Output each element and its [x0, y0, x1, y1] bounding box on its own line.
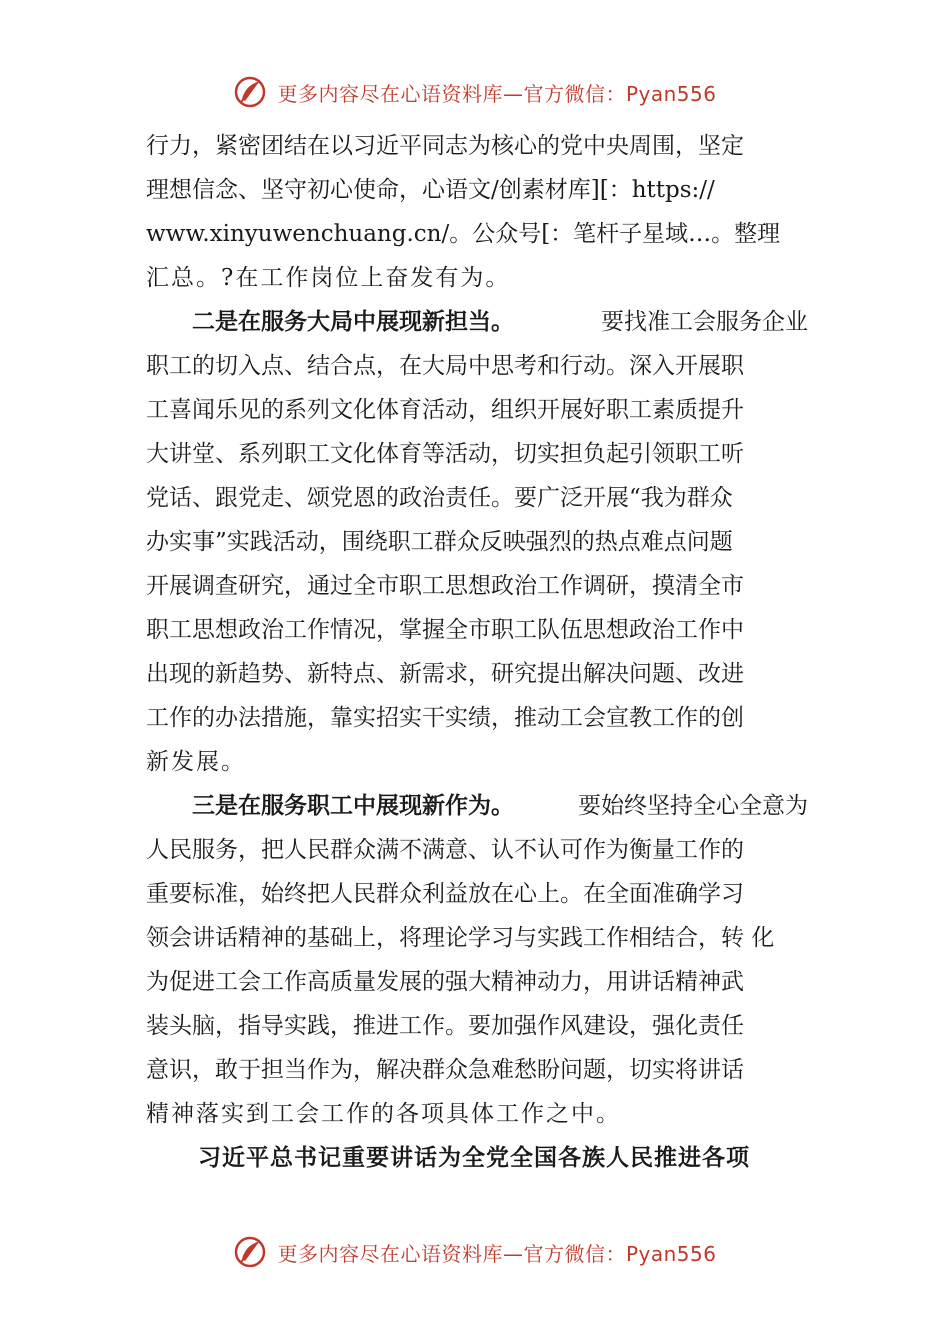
- paragraph-first-line: [146, 300, 808, 344]
- text-line: 办实事”实践活动，围绕职工群众反映强烈的热点难点问题: [146, 529, 733, 555]
- text-line: 开展调查研究，通过全市职工思想政治工作调研，摸清全市: [146, 573, 744, 599]
- text-line: 人民服务，把人民群众满不满意、认不认可作为衡量工作的: [146, 837, 744, 863]
- text-line: 汇总。?在工作岗位上奋发有为。: [146, 265, 511, 291]
- footer-banner: [0, 1230, 950, 1274]
- text-line: 行力，紧密团结在以习近平同志为核心的党中央周围，坚定: [146, 133, 744, 159]
- text-line: 为促进工会工作高质量发展的强大精神动力，用讲话精神武: [146, 969, 744, 995]
- paragraph-1: [146, 124, 808, 300]
- text-line: 领会讲话精神的基础上，将理论学习与实践工作相结合，转 化: [146, 925, 775, 951]
- text-line: 精神落实到工会工作的各项具体工作之中。: [146, 1101, 621, 1127]
- header-banner-text: 更多内容尽在心语资料库—官方微信：Pyan556: [277, 81, 717, 106]
- paragraph-lead: 三是在服务职工中展现新作为。: [192, 793, 514, 819]
- paragraph-first-line-rest: 要找准工会服务企业: [601, 309, 808, 335]
- text-line: 职工的切入点、结合点，在大局中思考和行动。深入开展职: [146, 353, 744, 379]
- section-heading: 习近平总书记重要讲话为全党全国各族人民推进各项: [198, 1145, 750, 1171]
- text-line: 工喜闻乐见的系列文化体育活动，组织开展好职工素质提升: [146, 397, 744, 423]
- text-line: 党话、跟党走、颂党恩的政治责任。要广泛开展“我为群众: [146, 485, 733, 511]
- brand-logo-icon: [233, 1235, 267, 1269]
- text-line: 新发展。: [146, 749, 246, 775]
- paragraph-first-line-rest: 要始终坚持全心全意为: [578, 793, 808, 819]
- brand-logo-icon: [233, 75, 267, 109]
- text-line: 重要标准，始终把人民群众利益放在心上。在全面准确学习: [146, 881, 744, 907]
- document-body: [146, 124, 808, 1180]
- text-line: 理想信念、坚守初心使命，心语文/创素材库][：https://: [146, 177, 715, 203]
- footer-banner-text: 更多内容尽在心语资料库—官方微信：Pyan556: [277, 1241, 717, 1266]
- paragraph-3: [146, 784, 808, 1136]
- text-line: 大讲堂、系列职工文化体育等活动，切实担负起引领职工听: [146, 441, 744, 467]
- paragraph-2: [146, 300, 808, 784]
- text-line: 装头脑，指导实践，推进工作。要加强作风建设，强化责任: [146, 1013, 744, 1039]
- text-line: 职工思想政治工作情况，掌握全市职工队伍思想政治工作中: [146, 617, 744, 643]
- text-line: www.xinyuwenchuang.cn/。公众号[：笔杆子星域…。整理: [146, 221, 781, 247]
- text-line: 出现的新趋势、新特点、新需求，研究提出解决问题、改进: [146, 661, 744, 687]
- text-line: 工作的办法措施，靠实招实干实绩，推动工会宣教工作的创: [146, 705, 744, 731]
- paragraph-first-line: [146, 784, 808, 828]
- header-banner: [0, 70, 950, 114]
- text-line: 意识，敢于担当作为，解决群众急难愁盼问题，切实将讲话: [146, 1057, 744, 1083]
- paragraph-lead: 二是在服务大局中展现新担当。: [192, 309, 514, 335]
